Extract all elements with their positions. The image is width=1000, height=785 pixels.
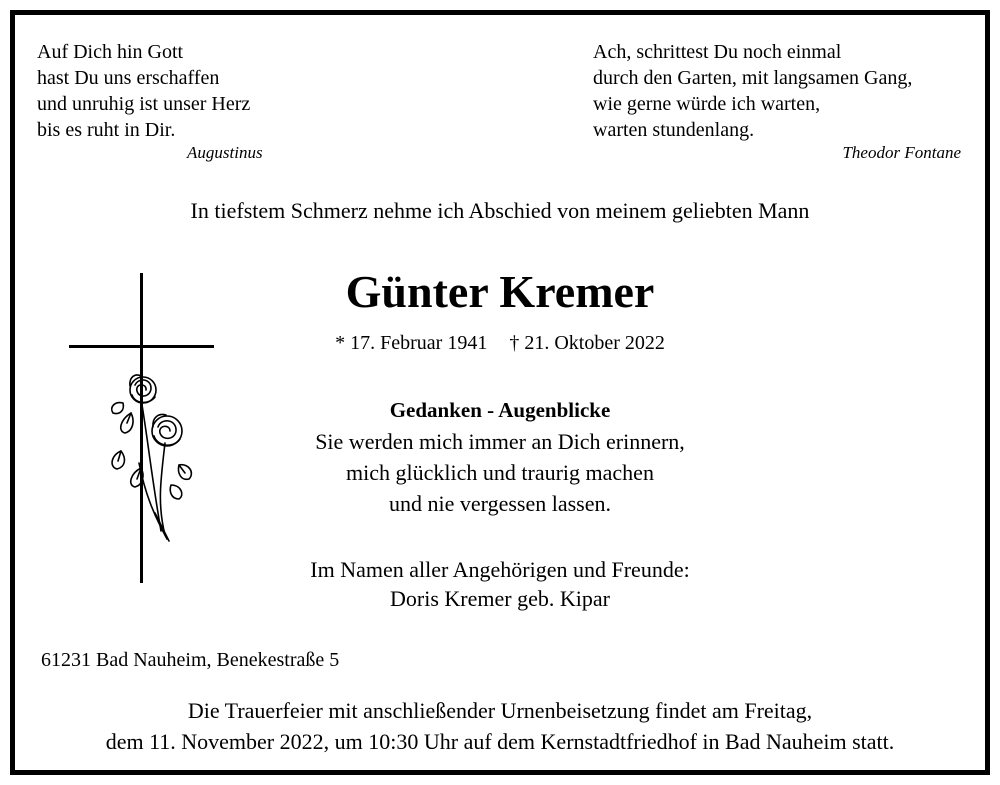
quote-right-line: wie gerne würde ich warten, (593, 93, 821, 115)
verse-line: mich glücklich und traurig machen (346, 460, 654, 485)
quote-right (593, 39, 912, 143)
quote-right-line: durch den Garten, mit langsamen Gang, (593, 67, 913, 89)
death-date: † 21. Oktober 2022 (509, 332, 665, 354)
verse-line: und nie vergessen lassen. (389, 491, 611, 516)
quote-right-author: Theodor Fontane (842, 143, 961, 162)
quote-left-line: hast Du uns erschaffen (37, 67, 220, 89)
birth-date: * 17. Februar 1941 (335, 332, 488, 354)
deceased-name: Günter Kremer (345, 266, 655, 317)
quote-right-line: Ach, schrittest Du noch einmal (593, 41, 842, 63)
signature-line: Im Namen aller Angehörigen und Freunde: (310, 557, 690, 582)
quote-left-line: Auf Dich hin Gott (37, 41, 184, 63)
funeral-line: dem 11. November 2022, um 10:30 Uhr auf dem Kernstadtfriedhof in Bad Nauheim statt. (105, 729, 895, 754)
quote-right-line: warten stundenlang. (593, 119, 755, 141)
quote-left-line: und unruhig ist unser Herz (37, 93, 251, 115)
intro-text: In tiefstem Schmerz nehme ich Abschied von meinem geliebten Mann (190, 198, 810, 223)
verse-block (15, 395, 985, 519)
verse-line: Sie werden mich immer an Dich erinnern, (315, 429, 685, 454)
quote-left-author: Augustinus (187, 143, 263, 162)
quote-left-line: bis es ruht in Dir. (37, 119, 176, 141)
funeral-details (15, 695, 985, 757)
address: 61231 Bad Nauheim, Benekestraße 5 (41, 649, 340, 671)
funeral-line: Die Trauerfeier mit anschließender Urnenbeisetzung findet am Freitag, (187, 698, 813, 723)
signature-block (15, 555, 985, 613)
obituary-notice (10, 10, 990, 775)
quote-left (37, 39, 250, 143)
signature-line: Doris Kremer geb. Kipar (390, 586, 610, 611)
verse-heading: Gedanken - Augenblicke (389, 398, 611, 422)
